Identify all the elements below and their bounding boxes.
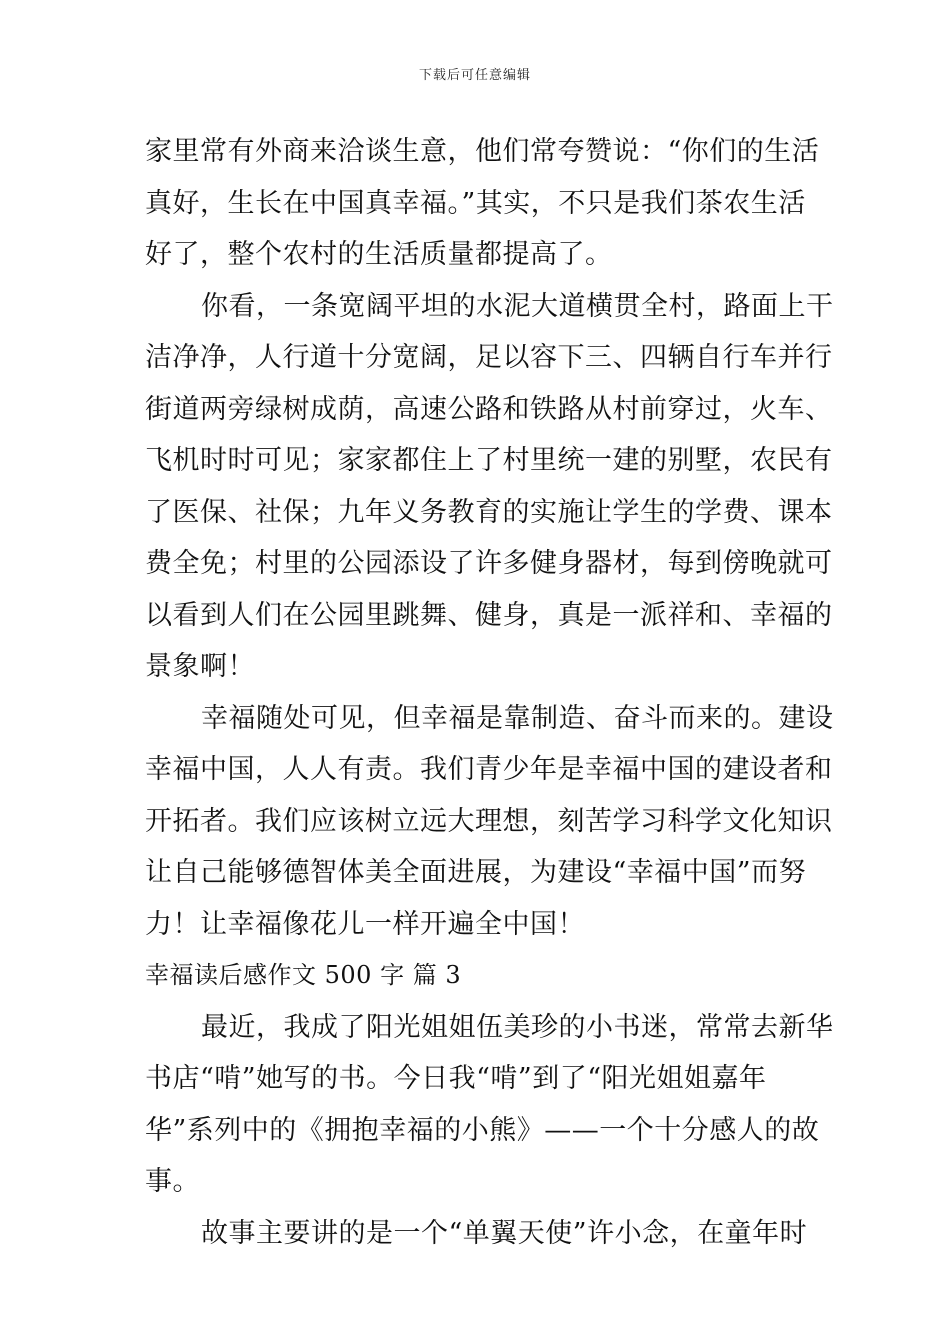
paragraph-2 <box>145 281 834 693</box>
text-line: 让自己能够德智体美全面进展，为建设“幸福中国”而努 <box>145 857 807 888</box>
text-line: 幸福随处可见，但幸福是靠制造、奋斗而来的。建设 <box>201 702 834 734</box>
text-line: 事。 <box>145 1166 200 1197</box>
text-line: 洁净净，人行道十分宽阔，足以容下三、四辆自行车并行 <box>145 342 833 373</box>
text-line: 了医保、社保；九年义务教育的实施让学生的学费、课本 <box>145 496 833 528</box>
paragraph-1 <box>145 126 820 281</box>
text-line: 华”系列中的《拥抱幸福的小熊》——一个十分感人的故 <box>145 1114 820 1146</box>
text-line: 最近，我成了阳光姐姐伍美珍的小书迷，常常去新华 <box>201 1011 834 1043</box>
text-line: 真好，生长在中国真幸福。”其实，不只是我们茶农生活 <box>145 187 806 219</box>
text-line: 书店“啃”她写的书。今日我“啃”到了“阳光姐姐嘉年 <box>145 1063 767 1094</box>
text-line: 以看到人们在公园里跳舞、健身，真是一派祥和、幸福的 <box>145 599 833 631</box>
text-line: 飞机时时可见；家家都住上了村里统一建的别墅，农民有 <box>145 445 833 476</box>
text-line: 故事主要讲的是一个“单翼天使”许小念，在童年时 <box>201 1217 808 1249</box>
text-line: 幸福中国，人人有责。我们青少年是幸福中国的建设者和 <box>145 754 833 785</box>
text-line: 开拓者。我们应该树立远大理想，刻苦学习科学文化知识 <box>145 805 833 837</box>
text-line: 家里常有外商来洽谈生意，他们常夸赞说：“你们的生活 <box>145 136 820 167</box>
page-header-note: 下载后可任意编辑 <box>418 68 531 83</box>
text-line: 好了，整个农村的生活质量都提高了。 <box>145 239 613 270</box>
text-line: 力！让幸福像花儿一样开遍全中国！ <box>145 908 585 940</box>
text-line: 你看，一条宽阔平坦的水泥大道横贯全村，路面上干 <box>201 290 834 322</box>
text-line: 费全免；村里的公园添设了许多健身器材，每到傍晚就可 <box>145 548 833 579</box>
paragraph-4 <box>145 1002 834 1208</box>
document-body <box>145 126 834 1259</box>
section-heading <box>145 950 810 1002</box>
text-line: 景象啊！ <box>145 651 255 682</box>
heading-text: 幸福读后感作文 500 字 篇 3 <box>145 961 462 989</box>
paragraph-5 <box>145 1208 810 1260</box>
text-line: 街道两旁绿树成荫，高速公路和铁路从村前穿过，火车、 <box>145 393 833 425</box>
paragraph-3 <box>145 693 834 951</box>
